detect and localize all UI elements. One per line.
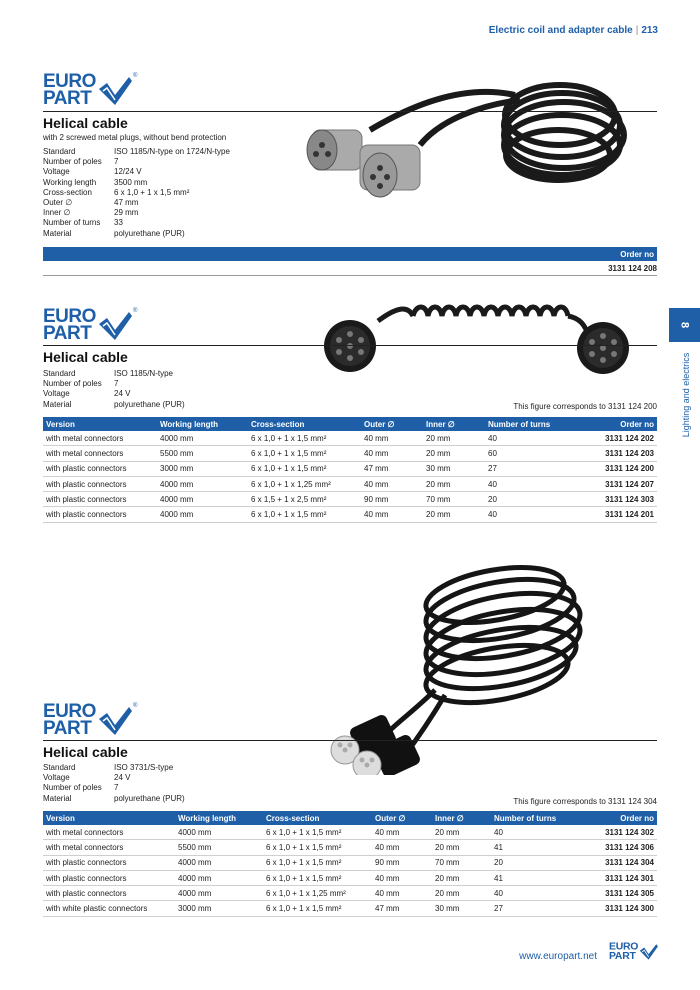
table-cell: with metal connectors xyxy=(43,825,175,840)
table-cell: 6 x 1,0 + 1 x 1,5 mm² xyxy=(263,901,372,916)
table-cell: 4000 mm xyxy=(175,855,263,870)
europart-logo xyxy=(43,701,138,743)
logo-mark-icon xyxy=(97,310,133,344)
table-row xyxy=(43,507,657,522)
table-cell: 40 mm xyxy=(361,507,423,522)
table-row xyxy=(43,825,657,840)
spec-value: ISO 1185/N-type on 1724/N-type xyxy=(114,147,230,156)
order-number-cell[interactable]: 3131 124 200 xyxy=(565,461,657,476)
table-cell: 20 mm xyxy=(432,825,491,840)
order-number-cell[interactable]: 3131 124 303 xyxy=(565,492,657,507)
spec-row xyxy=(43,773,185,783)
product-table xyxy=(43,811,657,917)
spec-row xyxy=(43,198,230,208)
order-number[interactable]: 3131 124 208 xyxy=(608,264,657,273)
table-cell: 40 mm xyxy=(372,825,432,840)
spec-value: polyurethane (PUR) xyxy=(114,228,185,238)
order-number-cell[interactable]: 3131 124 305 xyxy=(571,886,657,901)
spec-list xyxy=(43,147,230,239)
table-cell: 4000 mm xyxy=(157,492,248,507)
spec-value: ISO 1185/N-type xyxy=(114,369,173,378)
table-cell: 20 mm xyxy=(423,476,485,491)
spec-list xyxy=(43,763,185,804)
table-cell: 30 mm xyxy=(432,901,491,916)
table-cell: 4000 mm xyxy=(175,870,263,885)
table-cell: 20 mm xyxy=(423,446,485,461)
table-cell: 40 mm xyxy=(372,870,432,885)
table-cell: 40 xyxy=(485,507,565,522)
column-header: Inner ∅ xyxy=(423,417,485,431)
table-row xyxy=(43,855,657,870)
spec-row xyxy=(43,218,230,228)
footer-url-link[interactable]: www.europart.net xyxy=(519,951,597,962)
table-cell: 27 xyxy=(491,901,571,916)
logo-mark-icon xyxy=(97,75,133,109)
table-cell: 3000 mm xyxy=(175,901,263,916)
table-cell: 41 xyxy=(491,870,571,885)
table-cell: 27 xyxy=(485,461,565,476)
spec-row xyxy=(43,147,230,157)
table-cell: 40 xyxy=(491,886,571,901)
column-header: Version xyxy=(43,417,157,431)
spec-key: Material xyxy=(43,793,72,803)
logo-mark-icon xyxy=(639,943,659,962)
order-header-label: Order no xyxy=(620,250,654,259)
table-cell: 6 x 1,0 + 1 x 1,5 mm² xyxy=(248,431,361,446)
logo-text-top: EURO xyxy=(43,701,96,722)
spec-value: 6 x 1,0 + 1 x 1,5 mm² xyxy=(114,187,190,197)
table-row xyxy=(43,446,657,461)
spec-row xyxy=(43,369,185,379)
spec-value: 24 V xyxy=(114,389,131,399)
spec-key: Number of poles xyxy=(43,379,102,389)
table-row xyxy=(43,476,657,491)
table-cell: 4000 mm xyxy=(157,476,248,491)
spec-value: polyurethane (PUR) xyxy=(114,793,185,803)
table-cell: 6 x 1,0 + 1 x 1,5 mm² xyxy=(263,825,372,840)
spec-key: Standard xyxy=(43,147,76,156)
spec-row xyxy=(43,389,185,399)
column-header: Order no xyxy=(565,417,657,431)
table-cell: 41 xyxy=(491,840,571,855)
table-cell: 47 mm xyxy=(372,901,432,916)
logo-text-bottom: PART xyxy=(43,88,92,109)
spec-value: 7 xyxy=(114,157,119,167)
table-cell: 20 mm xyxy=(432,870,491,885)
figure-note: This figure corresponds to 3131 124 200 xyxy=(513,402,657,411)
table-cell: 6 x 1,0 + 1 x 1,25 mm² xyxy=(263,886,372,901)
logo-text-bottom: PART xyxy=(609,950,636,962)
spec-value: polyurethane (PUR) xyxy=(114,399,185,409)
order-number-cell[interactable]: 3131 124 202 xyxy=(565,431,657,446)
table-cell: 6 x 1,5 + 1 x 2,5 mm² xyxy=(248,492,361,507)
table-cell: 4000 mm xyxy=(175,825,263,840)
spec-row xyxy=(43,763,185,773)
spec-key: Voltage xyxy=(43,773,70,783)
table-cell: 20 xyxy=(485,492,565,507)
helical-cable-metal-plugs-image xyxy=(300,60,640,210)
table-row xyxy=(43,901,657,916)
registered-mark: ® xyxy=(133,308,138,314)
spec-value: 29 mm xyxy=(114,208,139,218)
table-cell: with white plastic connectors xyxy=(43,901,175,916)
product-subtitle: with 2 screwed metal plugs, without bend protection xyxy=(43,133,227,142)
table-cell: with plastic connectors xyxy=(43,855,175,870)
row-divider xyxy=(43,275,657,276)
order-number-cell[interactable]: 3131 124 201 xyxy=(565,507,657,522)
section-divider xyxy=(43,740,657,741)
spec-row xyxy=(43,400,185,410)
table-cell: 6 x 1,0 + 1 x 1,5 mm² xyxy=(248,507,361,522)
table-cell: 40 xyxy=(485,431,565,446)
spec-key: Number of turns xyxy=(43,218,101,228)
column-header: Number of turns xyxy=(491,811,571,825)
order-number-cell[interactable]: 3131 124 207 xyxy=(565,476,657,491)
spec-key: Standard xyxy=(43,763,76,772)
column-header: Cross-section xyxy=(248,417,361,431)
table-cell: 70 mm xyxy=(432,855,491,870)
page-header xyxy=(489,25,658,36)
logo-text-bottom: PART xyxy=(43,323,92,344)
table-cell: 6 x 1,0 + 1 x 1,5 mm² xyxy=(248,446,361,461)
section-divider xyxy=(43,111,657,112)
helical-cable-plastic-plugs-image xyxy=(318,296,648,376)
table-cell: with metal connectors xyxy=(43,431,157,446)
europart-logo xyxy=(43,71,138,113)
column-header: Cross-section xyxy=(263,811,372,825)
table-row xyxy=(43,461,657,476)
table-row xyxy=(43,431,657,446)
table-cell: with metal connectors xyxy=(43,446,157,461)
table-cell: 40 mm xyxy=(361,431,423,446)
spec-key: Working length xyxy=(43,177,97,187)
table-row xyxy=(43,492,657,507)
header-separator: | xyxy=(635,25,639,36)
product-title: Helical cable xyxy=(43,115,128,131)
order-number-cell[interactable]: 3131 124 301 xyxy=(571,870,657,885)
column-header: Inner ∅ xyxy=(432,811,491,825)
spec-key: Material xyxy=(43,399,72,409)
table-cell: 60 xyxy=(485,446,565,461)
spec-row xyxy=(43,167,230,177)
table-cell: 4000 mm xyxy=(157,431,248,446)
spec-value: 12/24 V xyxy=(114,167,142,177)
spec-value: 24 V xyxy=(114,773,131,783)
table-cell: 5500 mm xyxy=(157,446,248,461)
spec-key: Outer ∅ xyxy=(43,198,73,208)
table-cell: 30 mm xyxy=(423,461,485,476)
spec-key: Material xyxy=(43,228,72,238)
section-title: Electric coil and adapter cable xyxy=(488,25,633,36)
table-cell: 90 mm xyxy=(361,492,423,507)
spec-row xyxy=(43,783,185,793)
column-header: Outer ∅ xyxy=(361,417,423,431)
spec-row xyxy=(43,178,230,188)
order-number-cell[interactable]: 3131 124 304 xyxy=(571,855,657,870)
logo-text-top: EURO xyxy=(43,71,96,92)
logo-text-top: EURO xyxy=(609,940,639,953)
table-row xyxy=(43,886,657,901)
table-cell: with plastic connectors xyxy=(43,461,157,476)
column-header: Order no xyxy=(571,811,657,825)
table-cell: 20 mm xyxy=(423,431,485,446)
table-cell: 40 mm xyxy=(372,886,432,901)
table-cell: 40 xyxy=(485,476,565,491)
chapter-tab[interactable] xyxy=(669,308,700,342)
table-cell: 20 xyxy=(491,855,571,870)
spec-key: Inner ∅ xyxy=(43,208,71,218)
order-number-cell[interactable]: 3131 124 306 xyxy=(571,840,657,855)
registered-mark: ® xyxy=(133,703,138,709)
table-cell: 3000 mm xyxy=(157,461,248,476)
spec-row xyxy=(43,379,185,389)
spec-value: 3500 mm xyxy=(114,177,148,187)
spec-value: 33 xyxy=(114,218,123,228)
table-cell: with plastic connectors xyxy=(43,476,157,491)
table-cell: 6 x 1,0 + 1 x 1,5 mm² xyxy=(263,870,372,885)
spec-value: 7 xyxy=(114,783,119,793)
spec-key: Number of poles xyxy=(43,783,102,793)
table-cell: with metal connectors xyxy=(43,840,175,855)
spec-key: Standard xyxy=(43,369,76,378)
chapter-number: 8 xyxy=(678,321,691,329)
product-title: Helical cable xyxy=(43,349,128,365)
helical-cable-white-plugs-image xyxy=(325,560,595,775)
column-header: Number of turns xyxy=(485,417,565,431)
table-cell: 6 x 1,0 + 1 x 1,5 mm² xyxy=(263,855,372,870)
table-cell: 20 mm xyxy=(432,886,491,901)
order-number-cell[interactable]: 3131 124 302 xyxy=(571,825,657,840)
table-cell: 40 mm xyxy=(361,446,423,461)
spec-value: ISO 3731/S-type xyxy=(114,763,174,772)
table-cell: 4000 mm xyxy=(175,886,263,901)
table-cell: 40 xyxy=(491,825,571,840)
chapter-label: Lighting and electrics xyxy=(681,352,691,438)
page-number: 213 xyxy=(641,25,658,36)
spec-value: 47 mm xyxy=(114,198,139,208)
figure-note: This figure corresponds to 3131 124 304 xyxy=(513,797,657,806)
europart-logo xyxy=(43,306,138,348)
product-title: Helical cable xyxy=(43,744,128,760)
table-cell: 40 mm xyxy=(372,840,432,855)
spec-row xyxy=(43,229,230,239)
order-number-cell[interactable]: 3131 124 203 xyxy=(565,446,657,461)
spec-key: Voltage xyxy=(43,167,70,177)
table-cell: with plastic connectors xyxy=(43,507,157,522)
spec-row xyxy=(43,794,185,804)
table-cell: 6 x 1,0 + 1 x 1,25 mm² xyxy=(248,476,361,491)
table-cell: 4000 mm xyxy=(157,507,248,522)
table-cell: 70 mm xyxy=(423,492,485,507)
column-header: Working length xyxy=(175,811,263,825)
table-cell: 20 mm xyxy=(432,840,491,855)
table-cell: with plastic connectors xyxy=(43,886,175,901)
table-cell: 6 x 1,0 + 1 x 1,5 mm² xyxy=(248,461,361,476)
table-cell: 6 x 1,0 + 1 x 1,5 mm² xyxy=(263,840,372,855)
spec-row xyxy=(43,188,230,198)
column-header: Version xyxy=(43,811,175,825)
logo-text-top: EURO xyxy=(43,306,96,327)
logo-mark-icon xyxy=(97,705,133,739)
column-header: Outer ∅ xyxy=(372,811,432,825)
spec-row xyxy=(43,157,230,167)
spec-list xyxy=(43,369,185,410)
table-cell: with plastic connectors xyxy=(43,492,157,507)
order-header-bar xyxy=(43,247,657,261)
table-cell: 40 mm xyxy=(361,476,423,491)
spec-key: Cross-section xyxy=(43,187,92,197)
logo-text-bottom: PART xyxy=(43,718,92,739)
footer-logo xyxy=(609,942,660,964)
table-cell: 90 mm xyxy=(372,855,432,870)
order-number-cell[interactable]: 3131 124 300 xyxy=(571,901,657,916)
table-cell: with plastic connectors xyxy=(43,870,175,885)
registered-mark: ® xyxy=(133,73,138,79)
spec-row xyxy=(43,208,230,218)
table-row xyxy=(43,870,657,885)
table-cell: 20 mm xyxy=(423,507,485,522)
table-cell: 47 mm xyxy=(361,461,423,476)
table-cell: 5500 mm xyxy=(175,840,263,855)
spec-value: 7 xyxy=(114,379,119,389)
product-table xyxy=(43,417,657,523)
section-divider xyxy=(43,345,657,346)
table-row xyxy=(43,840,657,855)
spec-key: Number of poles xyxy=(43,157,102,167)
spec-key: Voltage xyxy=(43,389,70,399)
column-header: Working length xyxy=(157,417,248,431)
